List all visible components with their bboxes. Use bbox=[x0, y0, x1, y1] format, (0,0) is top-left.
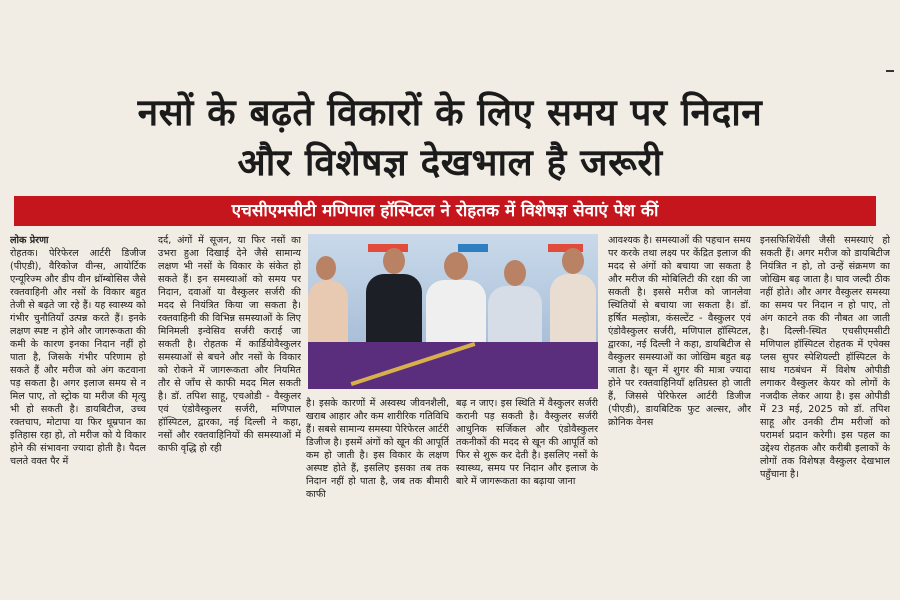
subheadline-banner: एचसीएमसीटी मणिपाल हॉस्पिटल ने रोहतक में विशेषज्ञ सेवाएं पेश कीं bbox=[14, 196, 876, 226]
headline bbox=[20, 88, 880, 188]
backdrop-logo-mark bbox=[458, 244, 488, 252]
byline: लोक प्रेरणा bbox=[10, 235, 49, 246]
article-column-2 bbox=[158, 234, 301, 529]
headline-line-1: नसों के बढ़ते विकारों के लिए समय पर निदान bbox=[137, 91, 763, 134]
column-5-text: आवश्यक है। समस्याओं की पहचान समय पर करके तथा लक्ष्य पर केंद्रित इलाज की मदद से अंगों को बचाया जा सकता है और मरीज की मोबिलिटी की रक्षा की जा सकती है। इससे मरीज को जानलेवा स्थितियों से बचाया जा सकता है। डॉ. हर्षित मल्होत्रा, कंसल्टेंट - वैस्कुलर एवं एंडोवैस्कुलर सर्जरी, मणिपाल हॉस्पिटल, द्वारका, नई दिल्ली ने कहा, डायबिटीज से वैस्कुलर समस्याओं का जोखिम बहुत बढ़ जाता है। खून में शुगर की मात्रा ज्यादा होने पर रक्तवाहिनियाँ क्षतिग्रस्त हो जाती हैं, जिससे पेरिफेरल आर्टरी डिजीज (पीएडी), डायबिटिक फुट अल्सर, और क्रोनिक वेनस bbox=[608, 235, 751, 428]
headline-line-2: और विशेषज्ञ देखभाल है जरूरी bbox=[237, 141, 663, 184]
article-column-5 bbox=[608, 234, 751, 529]
column-6-text: इनसफिशियेंसी जैसी समस्याएं हो सकती हैं। अगर मरीज को डायबिटीज नियंत्रित न हो, तो उन्हें संक्रमण का जोखिम बढ़ जाता है। घाव जल्दी ठीक नहीं होते। और अगर वैस्कुलर समस्या का समय पर निदान न हो पाए, तो अंग काटने तक की नौबत आ जाती है। दिल्ली-स्थित एचसीएमसीटी मणिपाल हॉस्पिटल रोहतक में एपेक्स प्लस सुपर स्पेशियल्टी हॉस्पिटल के साथ गठबंधन में विशेष ओपीडी लगाकर वैस्कुलर केयर को लोगों के नजदीक लेकर आया है। इस ओपीडी में 23 मई, 2025 को डॉ. तपिश साहू और उनकी टीम मरीजों को परामर्श प्रदान करेगी। इस पहल का उद्देश्य रोहतक और करीबी इलाकों के लोगों तक विशेषज्ञ वैस्कुलर देखभाल पहुँचाना है। bbox=[760, 235, 890, 480]
article-column-3 bbox=[306, 397, 449, 529]
column-1-text: रोहतक। पेरिफेरल आर्टरी डिजीज (पीएडी), वैरिकोज वीन्स, आयोर्टिक एन्यूरिज्म और डीप वीन थ्रॉम्बोसिस जैसे रक्तवाहिनी और नसों के विकार बहुत तेजी से बढ़ते जा रहे हैं। यह स्वास्थ्य को गंभीर चुनौतियाँ उत्पन्न करते हैं। इनके लक्षण स्पष्ट न होने और जागरूकता की कमी के कारण इनका निदान नहीं हो पाता है, जिसके गंभीर परिणाम हो सकते हैं और मरीज को अंग कटवाना पड़ सकता है। अगर इलाज समय से न मिल पाए, तो स्ट्रोक या मरीज की मृत्यु भी हो सकती है। डायबिटीज, उच्च रक्तचाप, मोटापा या फिर धूम्रपान का इतिहास रहा हो, तो मरीज को ये विकार होने की संभावना ज्यादा होती है। पैदल चलते वक्त पैर में bbox=[10, 248, 146, 467]
column-4-text: बढ़ न जाए। इस स्थिति में वैस्कुलर सर्जरी करानी पड़ सकती है। वैस्कुलर सर्जरी आधुनिक सर्जिकल और एंडोवैस्कुलर तकनीकों की मदद से खून की आपूर्ति को फिर से शुरू कर देती है। इसलिए नसों के स्वास्थ्य, समय पर निदान और इलाज के बारे में जागरूकता का बढ़ाया जाना bbox=[456, 398, 598, 487]
article-column-4 bbox=[456, 397, 598, 529]
corner-mark bbox=[886, 70, 894, 72]
article-column-1 bbox=[10, 234, 146, 529]
column-3-text: है। इसके कारणों में अस्वस्थ जीवनशैली, खराब आहार और कम शारीरिक गतिविधि हैं। सबसे सामान्य समस्या पेरिफेरल आर्टरी डिजीज है। इसमें अंगों को खून की आपूर्ति कम हो जाती है। इस विकार के लक्षण अस्पष्ट होते हैं, इसलिए इसका तब तक निदान नहीं हो पाता है, जब तक बीमारी काफी bbox=[306, 398, 449, 500]
column-2-text: दर्द, अंगों में सूजन, या फिर नसों का उभरा हुआ दिखाई देने जैसे सामान्य लक्षण भी नसों के विकार के संकेत हो सकते हैं। इन समस्याओं को समय पर निदान, दवाओं या वैस्कुलर सर्जरी की मदद से नियंत्रित किया जा सकता है। रक्तवाहिनी की विभिन्न समस्याओं के लिए मिनिमली इन्वेसिव सर्जरी कराई जा सकती है। रोहतक में कार्डियोवैस्कुलर समस्याओं से बचने और नसों के विकार को रोकने में जागरूकता और नियमित तौर से जाँच से काफी मदद मिल सकती है। डॉ. तपिश साहू, एचओडी - वैस्कुलर एवं एंडोवैस्कुलर सर्जरी, मणिपाल हॉस्पिटल, द्वारका, नई दिल्ली ने कहा, नसों और रक्तवाहिनियों की समस्याओं में काफी वृद्धि हो रही bbox=[158, 235, 301, 454]
event-photo bbox=[308, 234, 598, 389]
article-column-6 bbox=[760, 234, 890, 529]
